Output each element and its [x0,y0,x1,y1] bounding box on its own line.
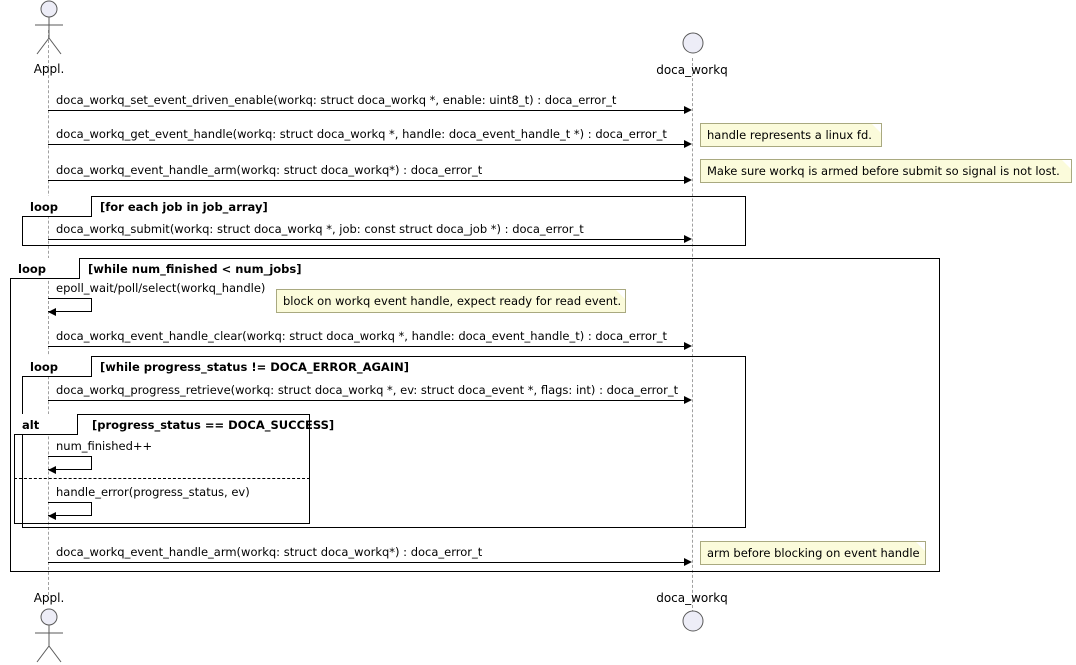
note-fold-icon [872,124,881,133]
participant-doca-workq-bottom-icon [678,606,708,636]
message-label-m6: doca_workq_event_handle_clear(workq: struct doca_workq *, handle: doca_event_handle_t) : doca_error_t [56,329,667,343]
participant-label-appl-bottom: Appl. [33,591,65,605]
message-line-m10 [48,562,684,563]
participant-doca-workq-top-icon [678,28,708,58]
message-arrowhead-m3 [684,176,692,184]
note-handle-linux-fd [700,123,882,147]
note-arm-before-submit [700,159,1072,183]
participant-label-doca-workq-bottom: doca_workq [656,591,728,605]
fragment-operator-loop-2: loop [18,262,46,276]
fragment-operator-loop-3: loop [30,360,58,374]
message-label-m9: handle_error(progress_status, ev) [56,485,250,499]
message-arrowhead-m9 [48,512,56,520]
message-label-m2: doca_workq_get_event_handle(workq: struct doca_workq *, handle: doca_event_handle_t *) : doca_error_t [56,127,667,141]
fragment-operator-loop-1: loop [30,200,58,214]
note-fold-icon [616,290,625,299]
fragment-condition-loop-3: [while progress_status != DOCA_ERROR_AGAIN] [100,360,409,374]
note-block-on-event-handle [276,289,626,313]
note-text-n4: arm before blocking on event handle [707,546,920,560]
message-label-m3: doca_workq_event_handle_arm(workq: struct doca_workq*) : doca_error_t [56,163,483,177]
message-arrowhead-m7 [684,396,692,404]
participant-label-appl-top: Appl. [33,62,65,76]
note-arm-before-blocking [700,541,926,565]
message-label-m7: doca_workq_progress_retrieve(workq: struct doca_workq *, ev: struct doca_event *, flags: int) : doca_error_t [56,383,679,397]
message-label-m8: num_finished++ [56,439,153,453]
message-line-m3 [48,180,684,181]
message-arrowhead-m1 [684,106,692,114]
message-arrowhead-m10 [684,558,692,566]
message-label-m5: epoll_wait/poll/select(workq_handle) [56,281,266,295]
message-arrowhead-m8 [48,466,56,474]
message-line-m1 [48,110,684,111]
message-label-m4: doca_workq_submit(workq: struct doca_workq *, job: const struct doca_job *) : doca_error_t [56,222,584,236]
actor-appl-bottom-icon [30,608,68,664]
note-fold-icon [916,542,925,551]
message-line-m4 [48,239,684,240]
message-arrowhead-m2 [684,140,692,148]
message-line-m6 [48,346,684,347]
note-text-n3: block on workq event handle, expect ready for read event. [283,294,622,308]
participant-label-doca-workq-top: doca_workq [656,63,728,77]
message-label-m1: doca_workq_set_event_driven_enable(workq: struct doca_workq *, enable: uint8_t) : doca_error_t [56,93,617,107]
message-label-m10: doca_workq_event_handle_arm(workq: struct doca_workq*) : doca_error_t [56,545,483,559]
message-arrowhead-m4 [684,235,692,243]
note-fold-icon [1062,160,1071,169]
message-line-m7 [48,400,684,401]
fragment-alt-divider [14,478,310,479]
note-text-n2: Make sure workq is armed before submit so signal is not lost. [707,164,1060,178]
actor-appl-top-icon [30,0,68,56]
message-arrowhead-m6 [684,342,692,350]
fragment-condition-loop-2: [while num_finished < num_jobs] [88,262,302,276]
message-arrowhead-m5 [48,308,56,316]
fragment-operator-alt-1: alt [22,418,40,432]
note-text-n1: handle represents a linux fd. [707,128,872,142]
fragment-condition-alt-1: [progress_status == DOCA_SUCCESS] [92,418,335,432]
message-line-m2 [48,144,684,145]
fragment-condition-loop-1: [for each job in job_array] [100,200,268,214]
